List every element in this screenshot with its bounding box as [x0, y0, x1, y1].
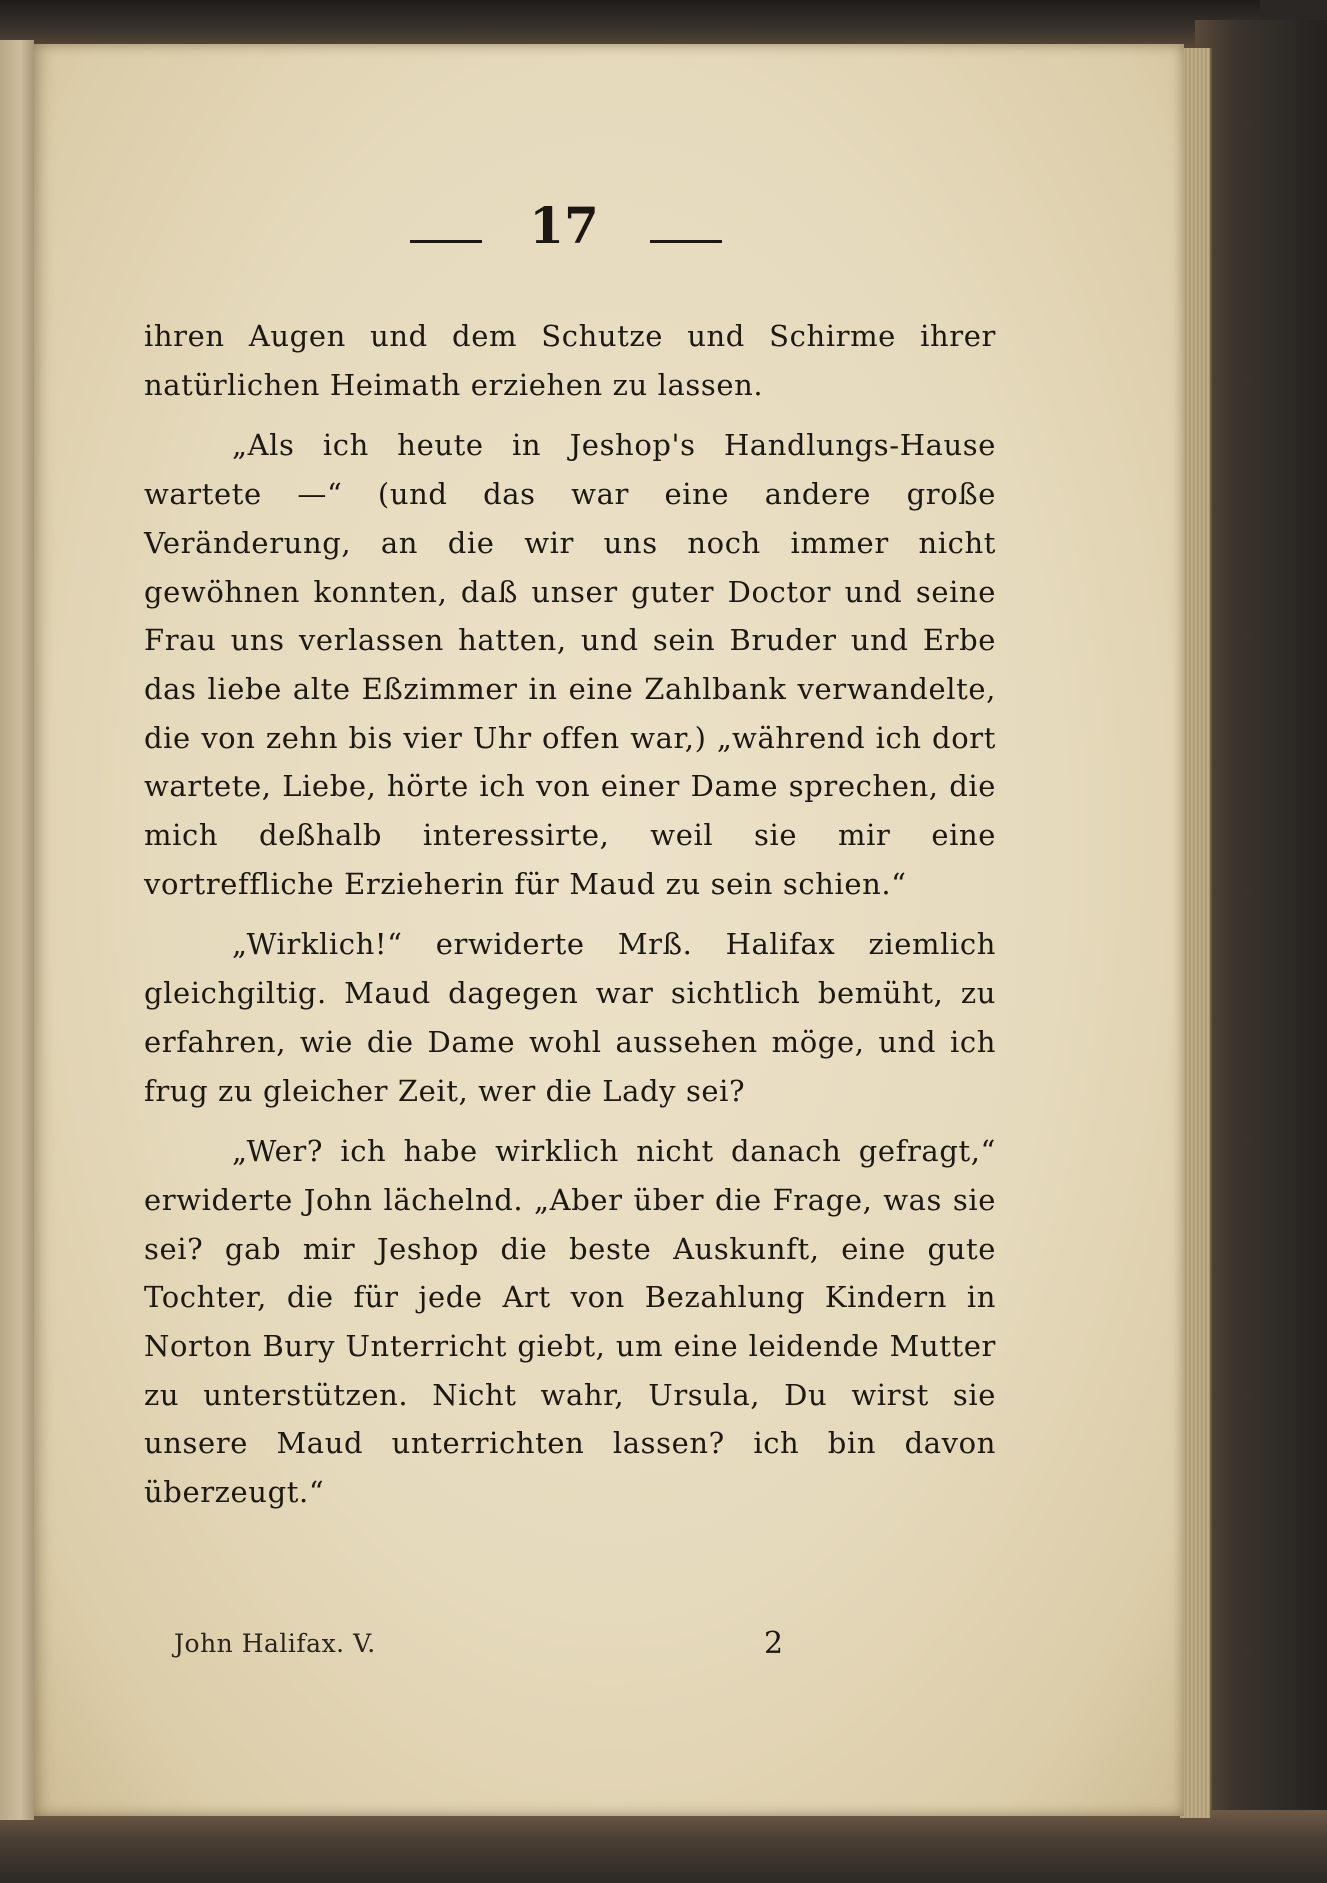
paragraph-2: „Als ich heute in Jeshop's Handlungs-Hause wartete —“ (und das war eine andere große Veränderung, an die wir uns noch immer nicht gewöhnen konnten, daß unser guter Doctor und seine Frau uns verlassen hatten, und sein Bruder und Erbe das liebe alte Eßzimmer in eine Zahlbank verwandelte, die von zehn bis vier Uhr offen war,) „während ich dort wartete, Liebe, hörte ich von einer Dame sprechen, die mich deßhalb interessirte, weil sie mir eine vortreffliche Erzieherin für Maud zu sein schien.“: [144, 428, 996, 901]
page-header: [374, 196, 754, 256]
body-text: [144, 312, 996, 1517]
page-stack-edge: [1180, 48, 1212, 1818]
book-page: [34, 44, 1184, 1816]
page-number: 17: [529, 196, 599, 255]
previous-page-edge: [0, 40, 34, 1820]
sheet-number: 2: [764, 1626, 784, 1661]
cover-bottom-edge: [0, 1810, 1327, 1883]
cover-right-edge: [1195, 20, 1327, 1883]
paragraph-4: „Wer? ich habe wirklich nicht danach gefragt,“ erwiderte John lächelnd. „Aber über die Frage, was sie sei? gab mir Jeshop die beste Auskunft, eine gute Tochter, die für jede Art von Bezahlung Kindern in Norton Bury Unterricht giebt, um eine leidende Mutter zu unterstützen. Nicht wahr, Ursula, Du wirst sie unsere Maud unterrichten lassen? ich bin davon überzeugt.“: [144, 1134, 996, 1510]
header-rule-left: [410, 240, 482, 243]
paragraph-3: „Wirklich!“ erwiderte Mrß. Halifax ziemlich gleichgiltig. Maud dagegen war sichtlich bemüht, zu erfahren, wie die Dame wohl aussehen möge, und ich frug zu gleicher Zeit, wer die Lady sei?: [144, 927, 996, 1108]
page-footer: [174, 1624, 994, 1674]
paragraph-1: ihren Augen und dem Schutze und Schirme ihrer natürlichen Heimath erziehen zu lassen.: [144, 319, 996, 402]
cover-top-edge: [0, 0, 1260, 50]
header-rule-right: [650, 240, 722, 243]
signature-mark: John Halifax. V.: [174, 1629, 376, 1658]
